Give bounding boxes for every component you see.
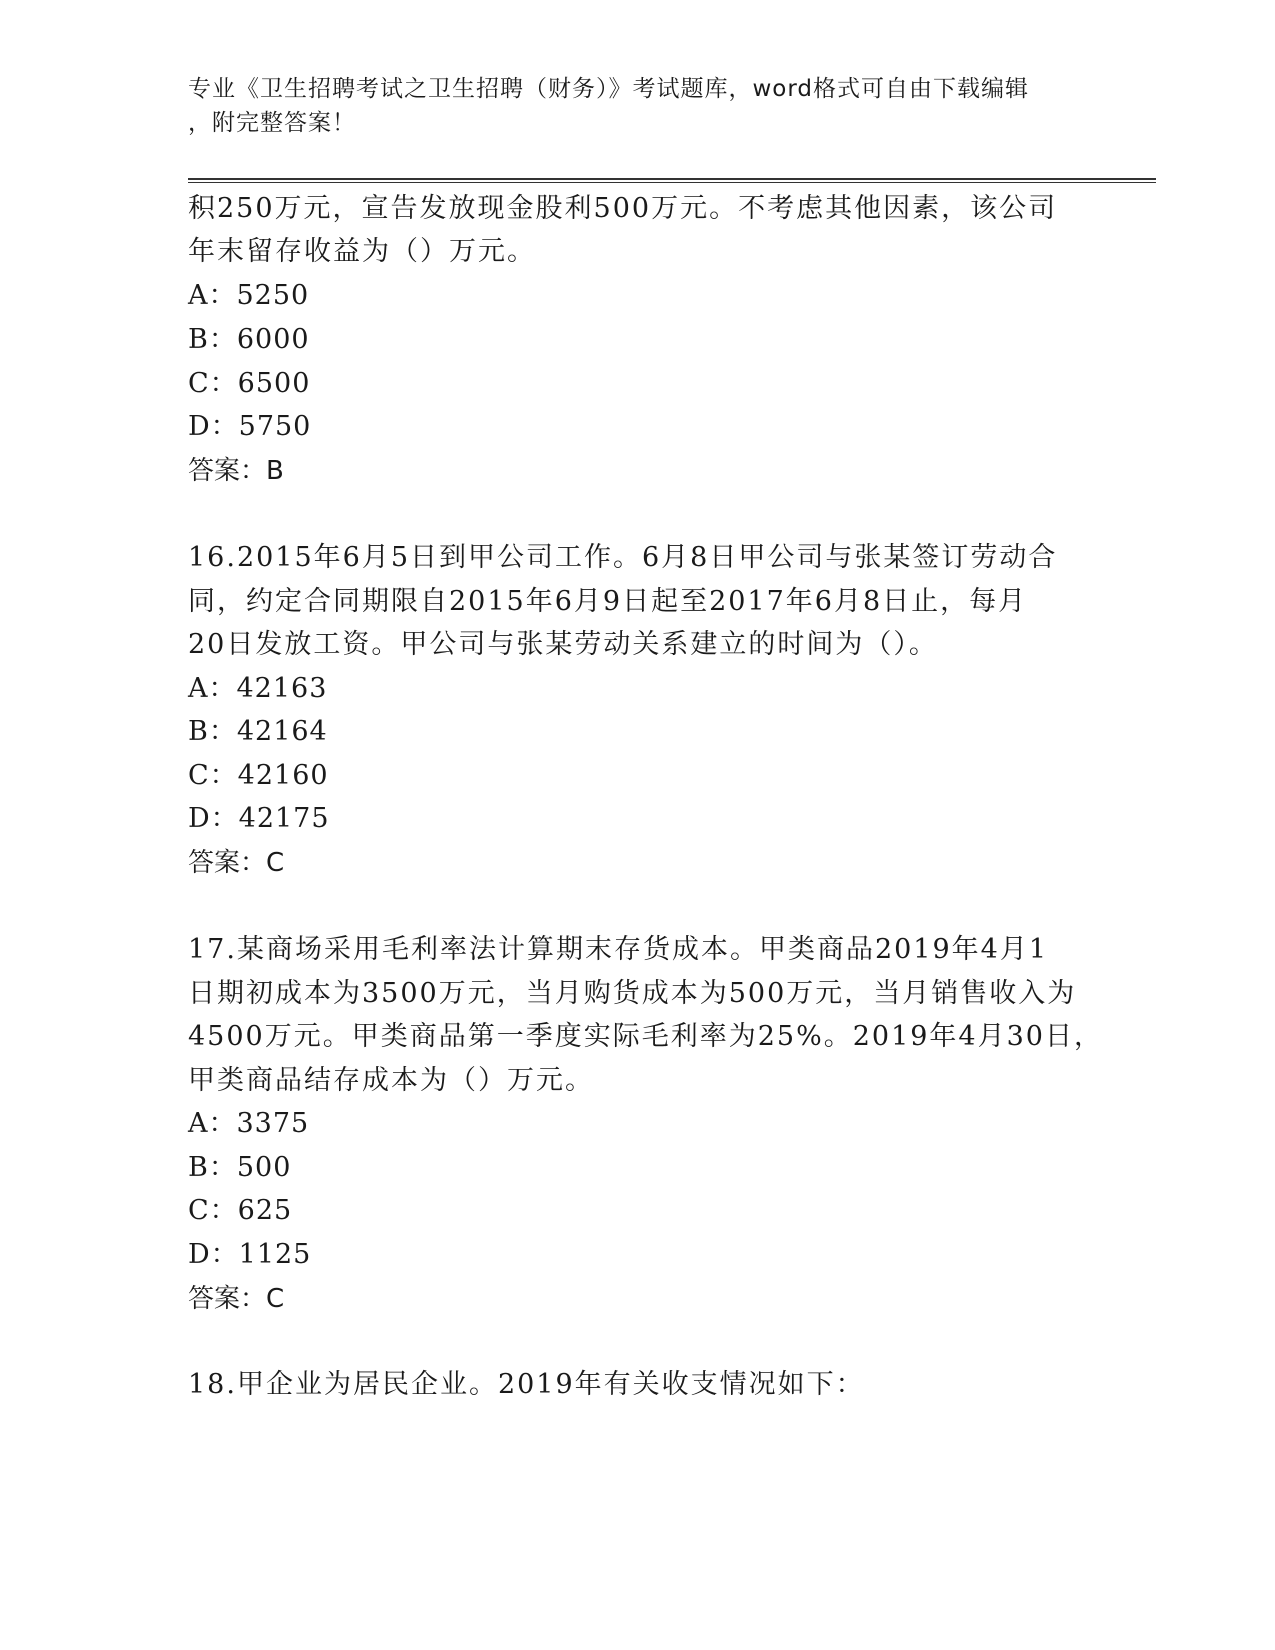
question-text-line: 同，约定合同期限自2015年6月9日起至2017年6月8日止，每月 [188, 586, 1028, 617]
option-c: C：42160 [188, 760, 329, 791]
answer: 答案：C [188, 1284, 285, 1314]
option-b: B：6000 [188, 324, 310, 355]
header-divider [188, 178, 1156, 183]
document-header [188, 72, 1088, 140]
option-a: A：5250 [188, 280, 310, 311]
option-a: A：3375 [188, 1108, 310, 1139]
option-d: D：1125 [188, 1239, 312, 1270]
option-d: D：42175 [188, 803, 330, 834]
answer: 答案：B [188, 456, 284, 486]
question-text-line: 17.某商场采用毛利率法计算期末存货成本。甲类商品2019年4月1 [188, 934, 1049, 965]
option-a: A：42163 [188, 673, 328, 704]
question-text-line: 甲类商品结存成本为（）万元。 [188, 1065, 594, 1096]
question-text-line: 16.2015年6月5日到甲公司工作。6月8日甲公司与张某签订劳动合 [188, 542, 1058, 573]
answer: 答案：C [188, 848, 285, 878]
question-text-line: 日期初成本为3500万元，当月购货成本为500万元，当月销售收入为 [188, 978, 1077, 1009]
question-text-line: 18.甲企业为居民企业。2019年有关收支情况如下： [188, 1369, 865, 1400]
header-line-2: ，附完整答案！ [188, 110, 356, 136]
option-d: D：5750 [188, 411, 312, 442]
header-line-1: 专业《卫生招聘考试之卫生招聘（财务）》考试题库，word格式可自由下载编辑 [188, 76, 1030, 102]
question-text-line: 20日发放工资。甲公司与张某劳动关系建立的时间为（）。 [188, 629, 938, 660]
option-c: C：6500 [188, 368, 311, 399]
question-text-line: 4500万元。甲类商品第一季度实际毛利率为25%。2019年4月30日， [188, 1021, 1103, 1052]
option-c: C：625 [188, 1195, 293, 1226]
option-b: B：500 [188, 1152, 292, 1183]
option-b: B：42164 [188, 716, 328, 747]
question-text-line: 积250万元，宣告发放现金股利500万元。不考虑其他因素，该公司 [188, 193, 1058, 224]
question-text-line: 年末留存收益为（）万元。 [188, 236, 536, 267]
